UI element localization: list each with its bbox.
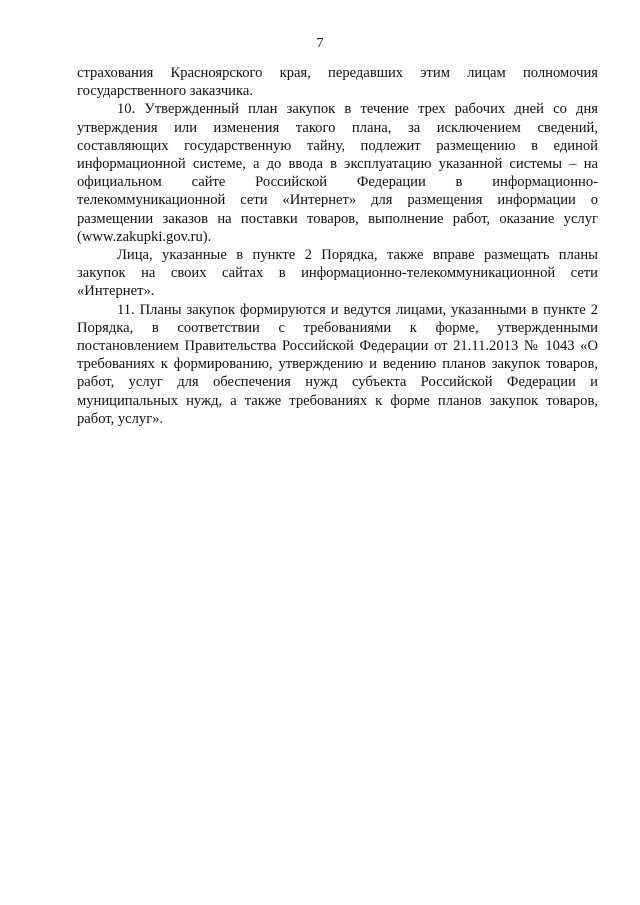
page-number: 7 — [316, 36, 324, 51]
paragraph-item-11: 11. Планы закупок формируются и ведутся лицами, указанными в пункте 2 Порядка, в соответствии с требованиями к форме, утвержденными постановлением Правительства Российской Федерации от 21.11.2013 № 1043 «О требованиях к формированию, утверждению и ведению планов закупок товаров, работ, услуг для обеспечения нужд субъекта Российской Федерации и муниципальных нужд, а также требованиях к форме планов закупок товаров, работ, услуг». — [77, 301, 598, 427]
paragraph-item-10: 10. Утвержденный план закупок в течение трех рабочих дней со дня утверждения или изменения такого плана, за исключением сведений, составляющих государственную тайну, подлежит размещению в единой информационной системе, а до ввода в эксплуатацию указанной системы – на официальном сайте Российской Федерации в информационно-телекоммуникационной сети «Интернет» для размещения информации о размещении заказов на поставки товаров, выполнение работ, оказание услуг (www.zakupki.gov.ru). — [77, 101, 598, 245]
paragraph-sites-note: Лица, указанные в пункте 2 Порядка, также вправе размещать планы закупок на своих сайтах в информационно-телекоммуникационной сети «Интернет». — [77, 247, 598, 300]
document-body — [77, 64, 598, 428]
paragraph-continuation: страхования Красноярского края, передавших этим лицам полномочия государственного заказчика. — [77, 65, 598, 100]
